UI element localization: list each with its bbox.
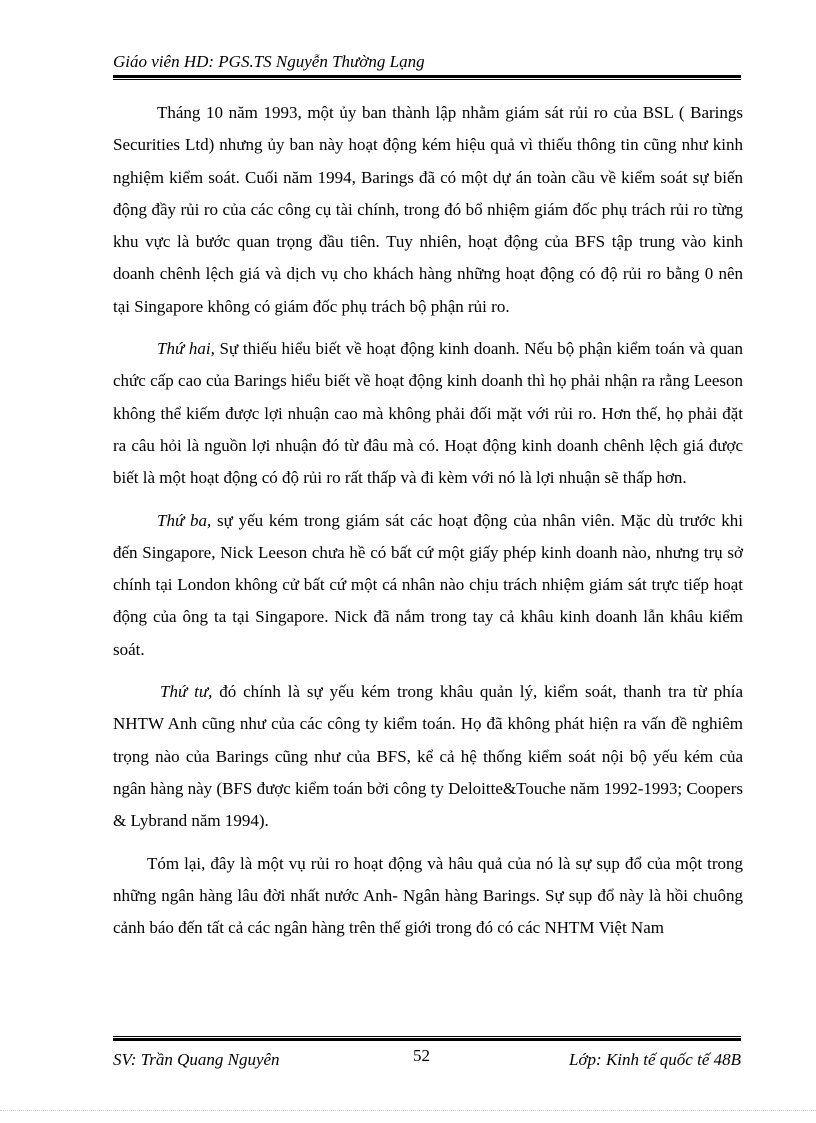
paragraph-3-lead: Thứ ba,: [157, 510, 212, 530]
page-header: [113, 50, 741, 80]
paragraph-2: [113, 333, 743, 494]
footer-class: Lớp: Kinh tế quốc tế 48B: [569, 1050, 741, 1069]
paragraph-summary: Tóm lại, đây là một vụ rủi ro hoạt động và hâu quả của nó là sự sụp đổ của một trong những ngân hàng lâu đời nhất nước Anh- Ngân hàng Barings. Sự sụp đổ này là hồi chuông cảnh báo đến tất cả các ngân hàng trên thế giới trong đó có các NHTM Việt Nam: [113, 853, 743, 938]
header-instructor: Giáo viên HD: PGS.TS Nguyễn Thường Lạng: [113, 52, 425, 71]
document-body: [113, 97, 743, 944]
paragraph-2-body: Sự thiếu hiểu biết về hoạt động kinh doanh. Nếu bộ phận kiểm toán và quan chức cấp cao của Barings hiểu biết về hoạt động kinh doanh thì họ phải nhận ra rằng Leeson không thể kiếm được lợi nhuận cao mà không phải đối mặt với rủi ro. Hơn thế, họ phải đặt ra câu hỏi là nguồn lợi nhuận đó từ đâu mà có. Hoạt động kinh doanh chênh lệch giá được biết là một hoạt động có độ rủi ro rất thấp và đi kèm với nó là lợi nhuận sẽ thấp hơn.: [113, 339, 743, 488]
footer-rule: [113, 1036, 741, 1041]
header-rule: [113, 75, 741, 80]
paragraph-3-body: sự yếu kém trong giám sát các hoạt động của nhân viên. Mặc dù trước khi đến Singapore, Nick Leeson chưa hề có bất cứ một giấy phép kinh doanh nào, nhưng trụ sở chính tại London không cử bất cứ một cá nhân nào chịu trách nhiệm giám sát trực tiếp hoạt động của ông ta tại Singapore. Nick đã nắm trong tay cả khâu kinh doanh lẫn khâu kiểm soát.: [113, 510, 743, 659]
paragraph-4-body: đó chính là sự yếu kém trong khâu quản lý, kiểm soát, thanh tra từ phía NHTW Anh cũng như của các công ty kiểm toán. Họ đã không phát hiện ra vấn đề nghiêm trọng nào của Barings cũng như của BFS, kể cả hệ thống kiểm soát nội bộ yếu kém của ngân hàng này (BFS được kiểm toán bởi công ty Deloitte&Touche năm 1992-1993; Coopers & Lybrand năm 1994).: [113, 682, 743, 831]
footer-student: SV: Trần Quang Nguyên: [113, 1050, 280, 1069]
page-number: 52: [413, 1046, 430, 1065]
paragraph-1: Tháng 10 năm 1993, một ủy ban thành lập nhằm giám sát rủi ro của BSL ( Barings Securities Ltd) nhưng ủy ban này hoạt động kém hiệu quả vì thiếu thông tin cũng như kinh nghiệm kiểm soát. Cuối năm 1994, Barings đã có một dự án toàn cầu về kiểm soát sự biến động đầy rủi ro của các công cụ tài chính, trong đó bổ nhiệm giám đốc phụ trách rủi ro từng khu vực là bước quan trọng đầu tiên. Tuy nhiên, hoạt động của BFS tập trung vào kinh doanh chênh lệch giá và dịch vụ cho khách hàng những hoạt động có độ rủi ro bằng 0 nên tại Singapore không có giám đốc phụ trách bộ phận rủi ro.: [113, 103, 743, 316]
paragraph-4: [113, 676, 743, 837]
paragraph-4-lead: Thứ tư,: [160, 682, 213, 702]
paragraph-3: [113, 505, 743, 666]
paragraph-2-lead: Thứ hai,: [157, 339, 215, 359]
page-edge: [0, 1110, 816, 1111]
page-footer: [113, 1036, 741, 1076]
